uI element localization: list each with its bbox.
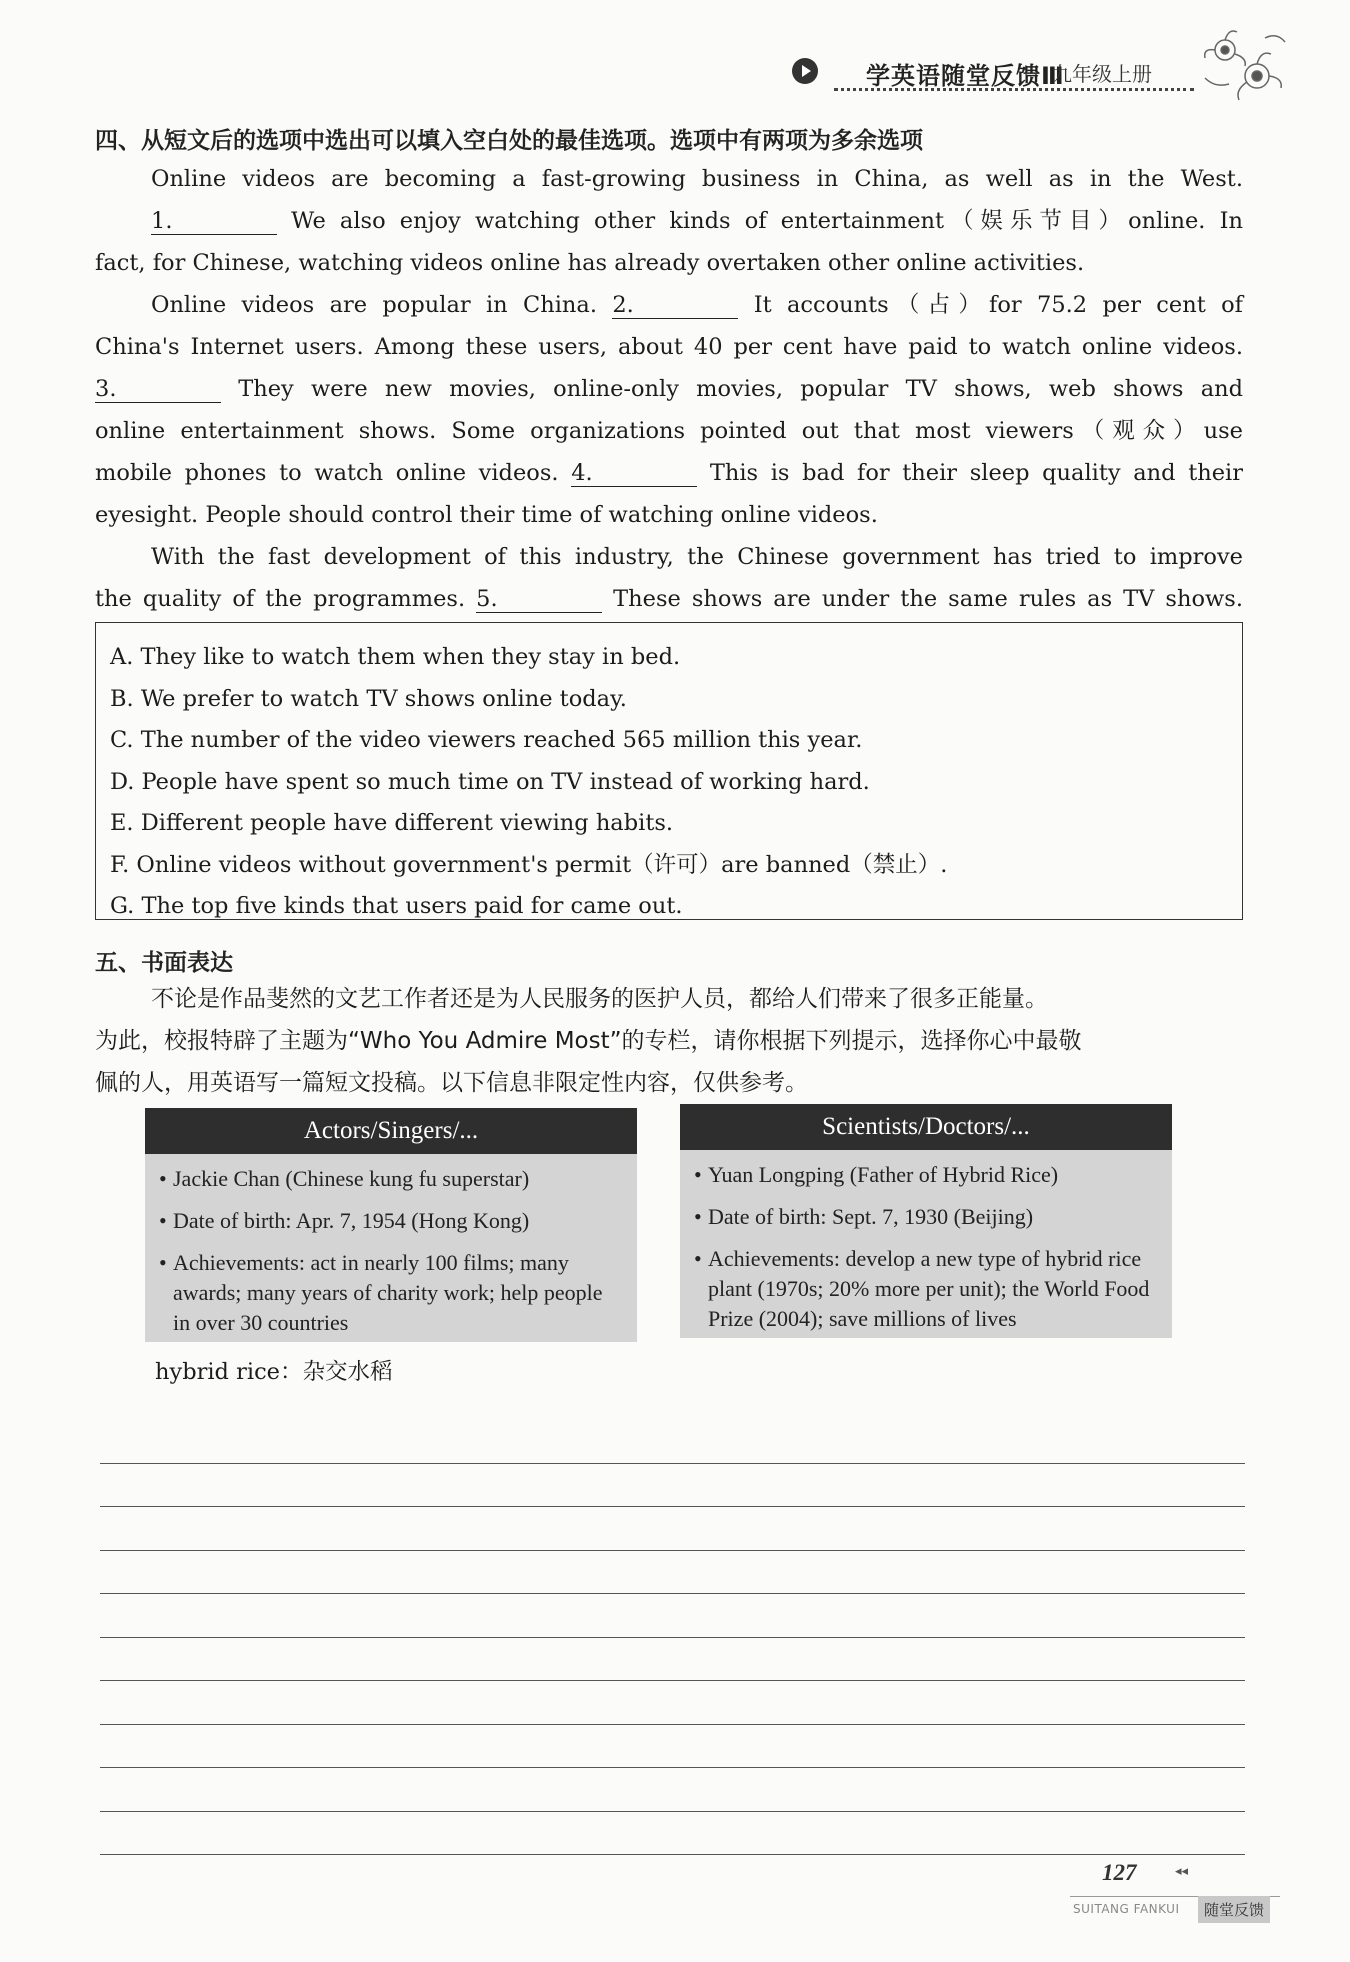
writing-line[interactable] <box>100 1768 1245 1812</box>
play-icon <box>792 58 818 84</box>
double-arrow-icon: ◂◂ <box>1175 1864 1189 1879</box>
card-item: • Date of birth: Sept. 7, 1930 (Beijing) <box>708 1202 1158 1232</box>
answer-blank-4[interactable]: 4. <box>571 460 697 487</box>
section-5-title: 五、书面表达 <box>95 950 233 976</box>
writing-prompt <box>95 978 1243 1104</box>
card-item: • Date of birth: Apr. 7, 1954 (Hong Kong) <box>173 1206 623 1236</box>
answer-blank-1[interactable]: 1. <box>151 208 277 235</box>
book-title: 学英语随堂反馈Ⅲ <box>866 62 1065 90</box>
passage-text: We also enjoy watching other kinds of entertainment（娱乐节目）online. In <box>291 208 1243 234</box>
option-g: G. The top five kinds that users paid for came out. <box>110 893 683 919</box>
passage-line <box>95 410 1243 452</box>
writing-prompt-line: 佩的人，用英语写一篇短文投稿。以下信息非限定性内容，仅供参考。 <box>95 1070 808 1096</box>
writing-prompt-line: 为此，校报特辟了主题为“Who You Admire Most”的专栏，请你根据下列提示，选择你心中最敬 <box>95 1028 1082 1054</box>
passage-line <box>95 536 1243 578</box>
passage-line <box>95 326 1243 368</box>
passage-text: online entertainment shows. Some organizations pointed out that most viewers（观众）use <box>95 418 1243 444</box>
passage-text: fact, for Chinese, watching videos online has already overtaken other online activities. <box>95 250 1085 276</box>
passage-line <box>95 368 1243 410</box>
option-e: E. Different people have different viewing habits. <box>110 810 674 836</box>
answer-blank-3[interactable]: 3. <box>95 376 221 403</box>
card-actors <box>145 1108 637 1342</box>
passage-text: With the fast development of this industry, the Chinese government has tried to improve <box>151 544 1243 570</box>
passage-text: Online videos are becoming a fast-growing business in China, as well as in the West. <box>151 166 1243 192</box>
card-list <box>145 1154 637 1358</box>
passage-text: These shows are under the same rules as TV shows. <box>613 586 1243 612</box>
grade-label: 九年级上册 <box>1052 62 1152 86</box>
writing-line[interactable] <box>100 1507 1245 1551</box>
writing-line[interactable] <box>100 1594 1245 1638</box>
passage-line <box>95 242 1243 284</box>
passage-text: Online videos are popular in China. <box>151 292 597 318</box>
page-number: 127 <box>1102 1860 1137 1885</box>
passage-line <box>95 578 1243 620</box>
card-scientists <box>680 1104 1172 1338</box>
passage-line <box>95 158 1243 200</box>
option-d: D. People have spent so much time on TV instead of working hard. <box>110 768 870 795</box>
writing-line[interactable] <box>100 1725 1245 1769</box>
passage-text: This is bad for their sleep quality and their <box>709 460 1243 486</box>
option-f: F. Online videos without government's permit（许可）are banned（禁止）. <box>110 851 948 878</box>
passage-line <box>95 284 1243 326</box>
flower-decoration-icon <box>1195 18 1295 118</box>
card-list <box>680 1150 1172 1354</box>
writing-line[interactable] <box>100 1464 1245 1508</box>
writing-line[interactable] <box>100 1638 1245 1682</box>
writing-line[interactable] <box>100 1551 1245 1595</box>
answer-blank-5[interactable]: 5. <box>476 586 602 613</box>
writing-area[interactable] <box>100 1420 1245 1855</box>
passage-line <box>95 494 1243 536</box>
card-item: • Yuan Longping (Father of Hybrid Rice) <box>708 1160 1158 1190</box>
option-a: A. They like to watch them when they stay in bed. <box>110 644 681 670</box>
writing-line[interactable] <box>100 1420 1245 1464</box>
option-b: B. We prefer to watch TV shows online today. <box>110 685 627 712</box>
card-item: • Achievements: act in nearly 100 films; many awards; many years of charity work; help people in over 30 countries <box>173 1248 623 1338</box>
footer-badge: 随堂反馈 <box>1198 1896 1270 1923</box>
passage-text: China's Internet users. Among these users, about 40 per cent have paid to watch online videos. <box>95 334 1243 360</box>
writing-line[interactable] <box>100 1681 1245 1725</box>
passage-text: It accounts（占）for 75.2 per cent of <box>753 292 1243 318</box>
option-c: C. The number of the video viewers reached 565 million this year. <box>110 727 863 753</box>
passage-line <box>95 452 1243 494</box>
card-item: • Jackie Chan (Chinese kung fu superstar) <box>173 1164 623 1194</box>
prompt-text: 不论是作品斐然的文艺工作者还是为人民服务的医护人员，都给人们带来了很多正能量。 <box>151 986 1048 1012</box>
passage-text: the quality of the programmes. <box>95 586 466 612</box>
header-divider <box>834 88 1194 91</box>
passage-line <box>95 200 1243 242</box>
writing-prompt-line <box>95 978 1243 1020</box>
footer-pinyin: SUITANG FANKUI <box>1073 1902 1180 1916</box>
vocab-note: hybrid rice：杂交水稻 <box>155 1359 393 1385</box>
page-header <box>780 48 1300 98</box>
options-box <box>95 622 1243 920</box>
card-item: • Achievements: develop a new type of hybrid rice plant (1970s; 20% more per unit); the World Food Prize (2004); save millions of lives <box>708 1244 1158 1334</box>
writing-line[interactable] <box>100 1812 1245 1856</box>
passage-text: They were new movies, online-only movies, popular TV shows, web shows and <box>238 376 1244 402</box>
answer-blank-2[interactable]: 2. <box>612 292 738 319</box>
passage-text: eyesight. People should control their time of watching online videos. <box>95 502 878 528</box>
section-4-title: 四、从短文后的选项中选出可以填入空白处的最佳选项。选项中有两项为多余选项 <box>95 128 923 154</box>
passage-text: mobile phones to watch online videos. <box>95 460 559 486</box>
card-title: Scientists/Doctors/... <box>680 1104 1172 1150</box>
card-title: Actors/Singers/... <box>145 1108 637 1154</box>
